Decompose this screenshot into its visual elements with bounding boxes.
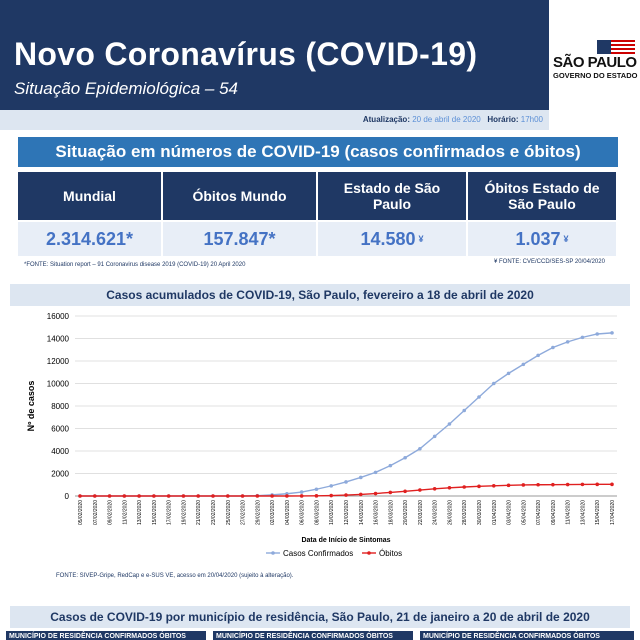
chart-title: Casos acumulados de COVID-19, São Paulo, fevereiro a 18 de abril de 2020 <box>10 284 630 306</box>
municipios-title: Casos de COVID-19 por município de residência, São Paulo, 21 de janeiro a 20 de abril de 2020 <box>10 606 630 628</box>
world-source-note: *FONTE: Situation report – 91 Coronavirus disease 2019 (COVID-19) 20 April 2020 <box>24 262 246 268</box>
chart-source-note: FONTE: SIVEP-Gripe, RedCap e e-SUS VE, acesso em 20/04/2020 (sujeito à alteração). <box>56 573 294 579</box>
legend-marker <box>271 551 275 555</box>
data-point <box>507 372 511 376</box>
data-point <box>93 494 97 498</box>
yen-mark: ¥ <box>418 234 424 244</box>
y-tick-label: 8000 <box>51 402 69 411</box>
update-bar <box>0 110 549 130</box>
x-tick-label: 18/03/2020 <box>388 500 395 526</box>
situation-table <box>18 172 618 256</box>
x-tick-label: 09/04/2020 <box>550 500 557 526</box>
data-point <box>418 447 422 451</box>
cases-line-chart <box>0 306 640 572</box>
x-tick-label: 25/02/2020 <box>225 500 232 526</box>
header-world-deaths: Óbitos Mundo <box>163 172 318 220</box>
x-tick-label: 14/03/2020 <box>358 500 365 526</box>
x-tick-label: 16/03/2020 <box>373 500 380 526</box>
data-point <box>492 382 496 386</box>
x-tick-label: 10/03/2020 <box>329 500 336 526</box>
state-source-note: ¥ FONTE: CVE/CCD/SES-SP 20/04/2020 <box>494 259 605 265</box>
municipios-col-header: MUNICÍPIO DE RESIDÊNCIA CONFIRMADOS ÓBITOS <box>213 631 413 640</box>
municipios-col-header: MUNICÍPIO DE RESIDÊNCIA CONFIRMADOS ÓBITOS <box>420 631 634 640</box>
update-date: 20 de abril de 2020 <box>412 115 481 124</box>
x-tick-label: 05/04/2020 <box>521 500 528 526</box>
y-tick-label: 10000 <box>46 379 69 389</box>
data-point <box>256 494 260 498</box>
x-tick-label: 27/02/2020 <box>240 500 247 526</box>
data-point <box>211 494 215 498</box>
y-axis-label: Nº de casos <box>26 380 36 432</box>
time-label: Horário: <box>487 115 519 124</box>
logo-line1: SÃO PAULO <box>553 54 637 71</box>
situation-title: Situação em números de COVID-19 (casos confirmados e óbitos) <box>18 137 618 167</box>
x-tick-label: 11/02/2020 <box>122 500 129 525</box>
x-axis-label: Data de Início de Sintomas <box>301 537 391 544</box>
data-point <box>522 363 526 367</box>
data-point <box>374 492 378 496</box>
legend-label: Óbitos <box>379 549 403 558</box>
x-tick-label: 03/04/2020 <box>506 500 513 526</box>
data-point <box>152 494 156 498</box>
data-point <box>595 483 599 487</box>
municipios-col-header: MUNICÍPIO DE RESIDÊNCIA CONFIRMADOS ÓBITOS <box>6 631 206 640</box>
logo-line2: GOVERNO DO ESTADO <box>553 71 638 80</box>
y-tick-label: 14000 <box>46 334 69 344</box>
x-tick-label: 15/02/2020 <box>151 500 158 526</box>
y-tick-label: 16000 <box>46 312 69 321</box>
data-point <box>359 493 363 497</box>
x-tick-label: 21/02/2020 <box>196 500 203 526</box>
header-state-deaths: Óbitos Estado de São Paulo <box>468 172 618 220</box>
y-tick-label: 12000 <box>46 357 69 366</box>
update-time: 17h00 <box>520 115 543 124</box>
x-tick-label: 06/03/2020 <box>299 500 306 526</box>
data-point <box>507 484 511 488</box>
yen-mark: ¥ <box>563 234 569 244</box>
data-point <box>389 464 393 468</box>
sao-paulo-logo <box>553 40 637 82</box>
data-point <box>78 494 82 498</box>
header-state: Estado de São Paulo <box>318 172 468 220</box>
data-point <box>374 471 378 475</box>
x-tick-label: 23/02/2020 <box>211 500 217 526</box>
data-point <box>167 494 171 498</box>
x-tick-label: 01/04/2020 <box>491 500 498 526</box>
data-point <box>610 331 614 335</box>
data-point <box>403 456 407 460</box>
data-point <box>241 494 245 498</box>
data-point <box>300 490 304 494</box>
header-banner <box>0 0 549 110</box>
value-state: 14.580 ¥ <box>318 222 468 256</box>
y-tick-label: 6000 <box>51 424 69 434</box>
data-point <box>344 493 348 497</box>
legend-marker <box>367 551 371 555</box>
x-tick-label: 04/03/2020 <box>284 500 291 526</box>
x-tick-label: 26/03/2020 <box>447 500 454 526</box>
data-point <box>226 494 230 498</box>
x-tick-label: 22/03/2020 <box>417 500 424 526</box>
data-point <box>418 488 422 492</box>
data-point <box>285 494 289 498</box>
x-tick-label: 07/02/2020 <box>92 500 99 526</box>
data-point <box>462 485 466 489</box>
x-tick-label: 08/03/2020 <box>314 500 321 526</box>
data-point <box>344 480 348 484</box>
data-point <box>477 485 481 489</box>
data-point <box>610 483 614 487</box>
data-point <box>551 346 555 350</box>
data-point <box>566 340 570 344</box>
data-point <box>433 487 437 491</box>
x-tick-label: 13/04/2020 <box>580 500 587 526</box>
flag-icon <box>597 40 635 54</box>
series-line <box>80 333 612 496</box>
value-state-deaths: 1.037 ¥ <box>468 222 618 256</box>
data-point <box>581 336 585 340</box>
x-tick-label: 17/04/2020 <box>610 500 616 526</box>
data-point <box>123 494 127 498</box>
data-point <box>448 422 452 426</box>
data-point <box>182 494 186 498</box>
value-world: 2.314.621* <box>18 222 163 256</box>
x-tick-label: 19/02/2020 <box>181 500 188 526</box>
data-point <box>300 494 304 498</box>
data-point <box>403 489 407 493</box>
data-point <box>581 483 585 487</box>
data-point <box>536 483 540 487</box>
data-point <box>137 494 141 498</box>
x-tick-label: 09/02/2020 <box>107 500 114 526</box>
x-tick-label: 11/04/2020 <box>565 500 572 525</box>
data-point <box>329 484 333 488</box>
data-point <box>462 409 466 413</box>
data-point <box>522 483 526 487</box>
legend-label: Casos Confirmados <box>283 549 354 558</box>
x-tick-label: 29/02/2020 <box>255 500 262 526</box>
data-point <box>315 487 319 491</box>
data-point <box>492 484 496 488</box>
x-tick-label: 13/02/2020 <box>137 500 144 526</box>
data-point <box>448 486 452 490</box>
data-point <box>566 483 570 487</box>
data-point <box>477 395 481 399</box>
x-tick-label: 24/03/2020 <box>432 500 439 526</box>
x-tick-label: 15/04/2020 <box>595 500 602 526</box>
data-point <box>389 491 393 495</box>
data-point <box>433 435 437 439</box>
data-point <box>595 332 599 336</box>
x-tick-label: 28/03/2020 <box>462 500 469 526</box>
data-point <box>329 494 333 498</box>
data-point <box>108 494 112 498</box>
data-point <box>196 494 200 498</box>
x-tick-label: 17/02/2020 <box>166 500 173 526</box>
x-tick-label: 07/04/2020 <box>536 500 543 526</box>
x-tick-label: 20/03/2020 <box>403 500 410 526</box>
data-point <box>270 494 274 498</box>
update-label: Atualização: <box>362 115 410 124</box>
data-point <box>551 483 555 487</box>
y-tick-label: 4000 <box>51 447 69 456</box>
data-point <box>536 354 540 358</box>
value-world-deaths: 157.847* <box>163 222 318 256</box>
data-point <box>359 476 363 480</box>
x-tick-label: 02/03/2020 <box>270 500 277 526</box>
data-point <box>315 494 319 498</box>
page-subtitle: Situação Epidemiológica – 54 <box>14 79 238 98</box>
x-tick-label: 12/03/2020 <box>344 500 350 526</box>
x-tick-label: 05/02/2020 <box>78 500 84 526</box>
y-tick-label: 2000 <box>51 469 69 479</box>
header-world: Mundial <box>18 172 163 220</box>
x-tick-label: 30/03/2020 <box>477 500 483 526</box>
y-tick-label: 0 <box>64 492 69 501</box>
page-title: Novo Coronavírus (COVID-19) <box>14 36 478 72</box>
